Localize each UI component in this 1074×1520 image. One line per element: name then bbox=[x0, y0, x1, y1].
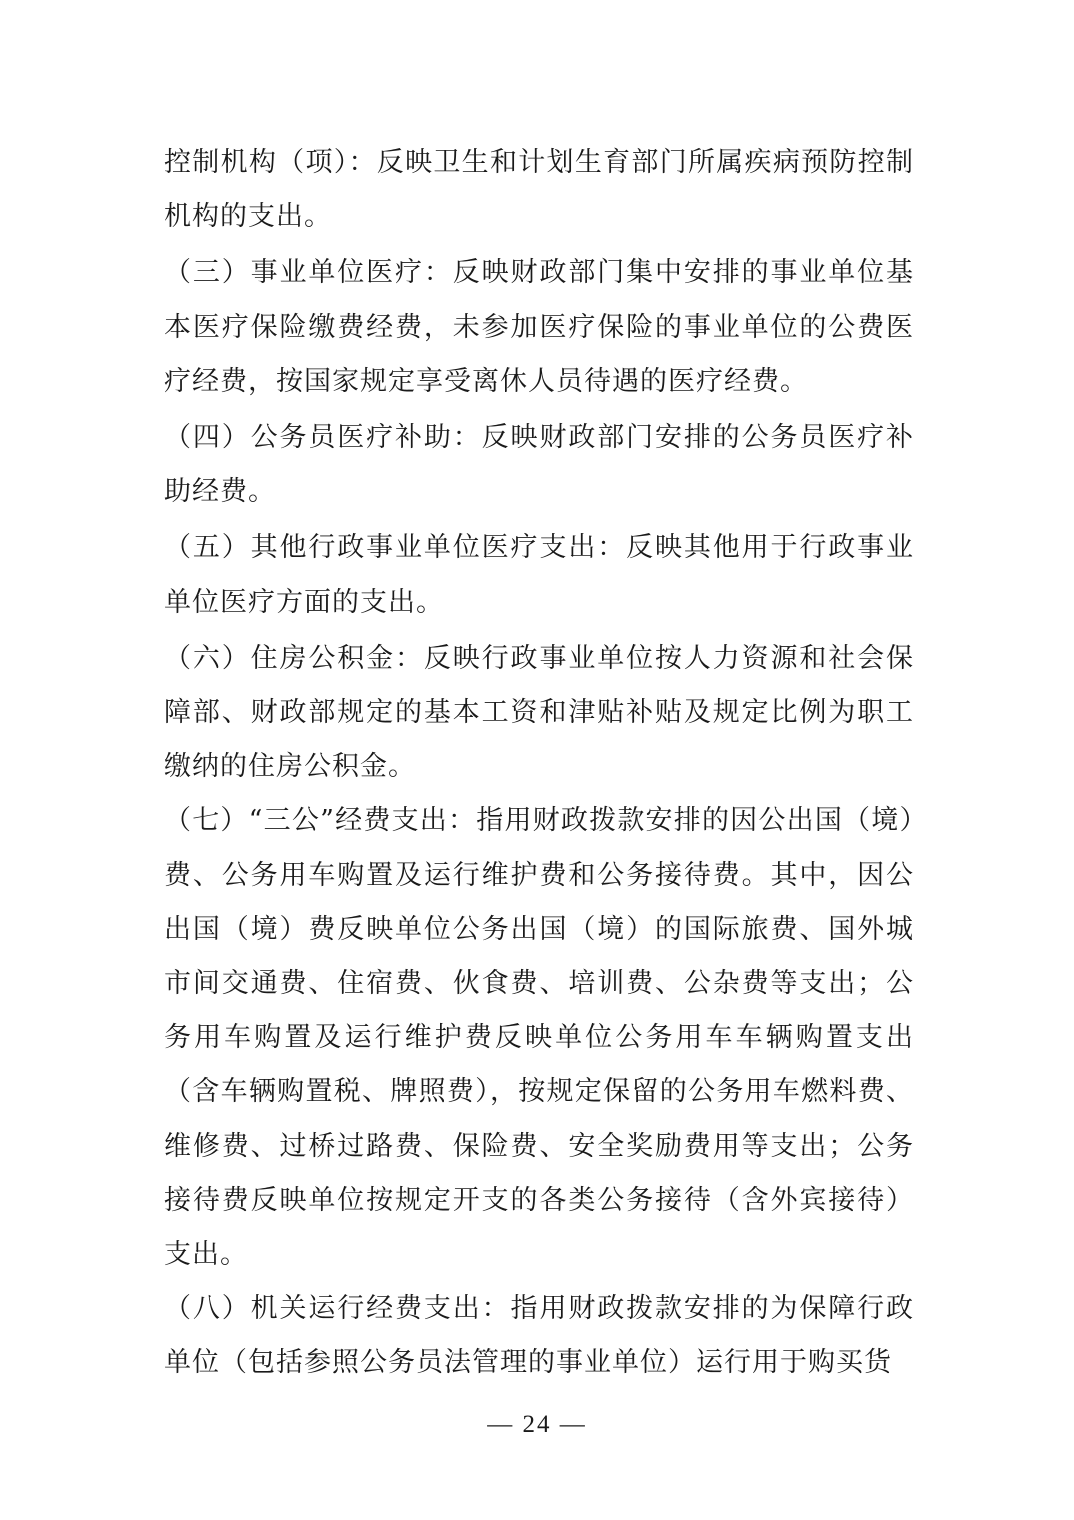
paragraph-disease-control: 控制机构（项）：反映卫生和计划生育部门所属疾病预防控制机构的支出。 bbox=[164, 147, 914, 233]
page-number: — 24 — bbox=[487, 1411, 587, 1438]
document-body bbox=[164, 136, 914, 1391]
paragraph-housing-fund: （六）住房公积金：反映行政事业单位按人力资源和社会保障部、财政部规定的基本工资和津贴补贴及规定比例为职工缴纳的住房公积金。 bbox=[164, 642, 914, 783]
paragraph-other-medical: （五）其他行政事业单位医疗支出：反映其他用于行政事业单位医疗方面的支出。 bbox=[164, 532, 914, 618]
paragraph-civil-servant-subsidy: （四）公务员医疗补助：反映财政部门安排的公务员医疗补助经费。 bbox=[164, 422, 914, 508]
paragraph-three-public-expenses: （七）“三公”经费支出：指用财政拨款安排的因公出国（境）费、公务用车购置及运行维护费和公务接待费。其中，因公出国（境）费反映单位公务出国（境）的国际旅费、国外城市间交通费、住宿费、伙食费、培训费、公杂费等支出；公务用车购置及运行维护费反映单位公务用车车辆购置支出（含车辆购置税、牌照费），按规定保留的公务用车燃料费、维修费、过桥过路费、保险费、安全奖励费用等支出；公务接待费反映单位按规定开支的各类公务接待（含外宾接待）支出。 bbox=[164, 805, 914, 1271]
paragraph-institution-medical: （三）事业单位医疗：反映财政部门集中安排的事业单位基本医疗保险缴费经费，未参加医疗保险的事业单位的公费医疗经费，按国家规定享受离休人员待遇的医疗经费。 bbox=[164, 257, 914, 397]
paragraph-operating-expenses: （八）机关运行经费支出：指用财政拨款安排的为保障行政单位（包括参照公务员法管理的事业单位）运行用于购买货 bbox=[164, 1293, 914, 1379]
